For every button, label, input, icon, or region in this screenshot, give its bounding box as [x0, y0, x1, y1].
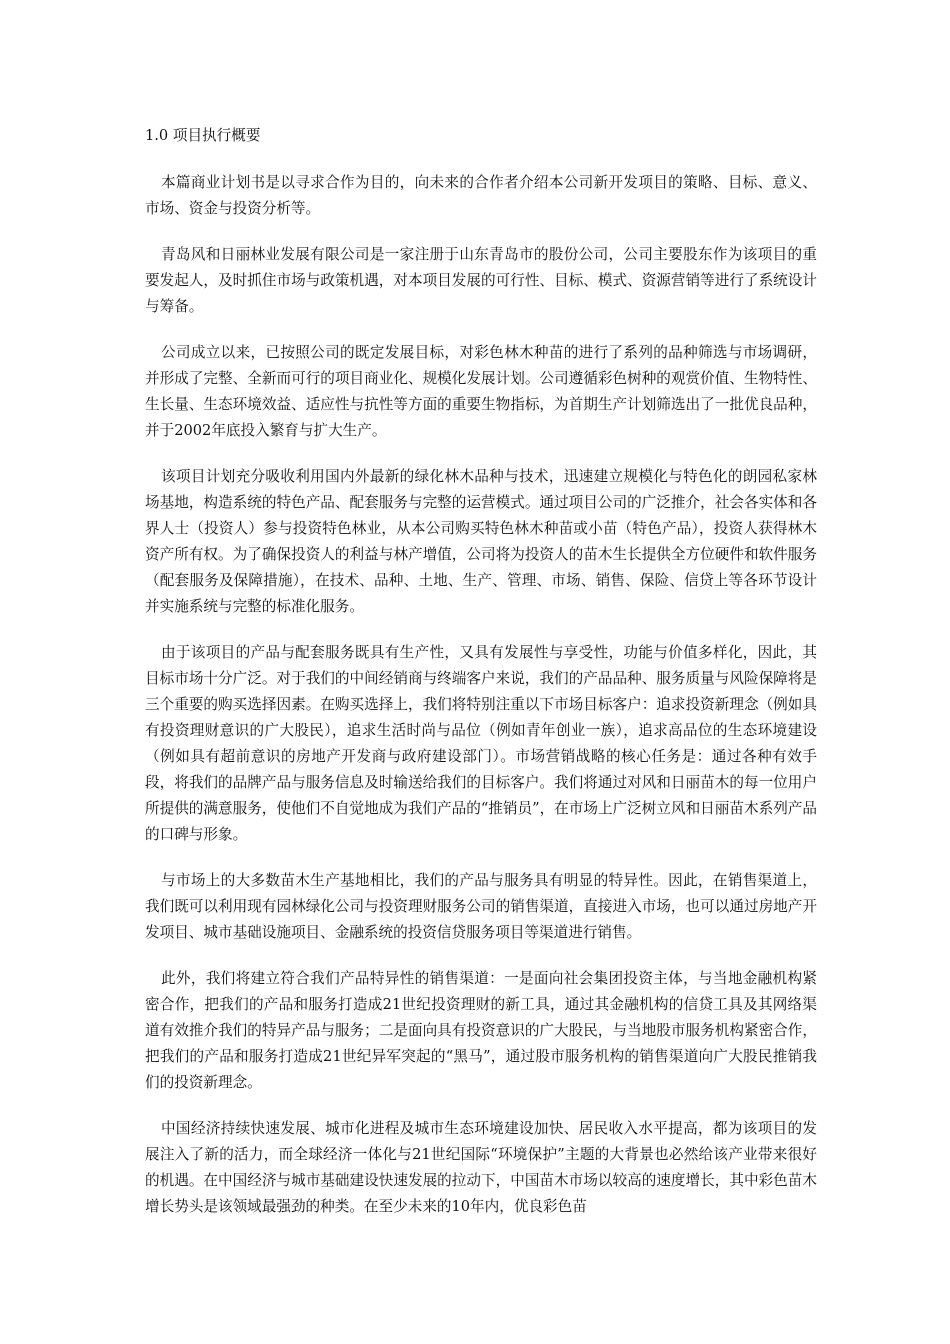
paragraph-history: 公司成立以来，已按照公司的既定发展目标，对彩色林木种苗的进行了系列的品种筛选与市场调研，并形成了完整、全新而可行的项目商业化、规模化发展计划。公司遵循彩色树种的观赏价值、生物特性、生长量、生态环境效益、适应性与抗性等方面的重要生物指标，为首期生产计划筛选出了一批优良品种，并于2002年底投入繁育与扩大生产。: [145, 344, 817, 439]
paragraph-purpose: 本篇商业计划书是以寻求合作为目的，向未来的合作者介绍本公司新开发项目的策略、目标、意义、市场、资金与投资分析等。: [145, 174, 817, 217]
paragraph-target-market: 由于该项目的产品与配套服务既具有生产性，又具有发展性与享受性，功能与价值多样化，因此，其目标市场十分广泛。对于我们的中间经销商与终端客户来说，我们的产品品种、服务质量与风险保障将是三个重要的购买选择因素。在购买选择上，我们将特别注重以下市场目标客户：追求投资新理念（例如具有投资理财意识的广大股民），追求生活时尚与品位（例如青年创业一族），追求高品位的生态环境建设（例如具有超前意识的房地产开发商与政府建设部门）。市场营销战略的核心任务是：通过各种有效手段，将我们的品牌产品与服务信息及时输送给我们的目标客户。我们将通过对风和日丽苗木的每一位用户所提供的满意服务，使他们不自觉地成为我们产品的“推销员”，在市场上广泛树立风和日丽苗木系列产品的口碑与形象。: [145, 644, 817, 843]
paragraph-special-channels: 此外，我们将建立符合我们产品特异性的销售渠道：一是面向社会集团投资主体，与当地金融机构紧密合作，把我们的产品和服务打造成21世纪投资理财的新工具，通过其金融机构的信贷工具及其网络渠道有效推介我们的特异产品与服务；二是面向具有投资意识的广大股民，与当地股市服务机构紧密合作，把我们的产品和服务打造成21世纪异军突起的“黑马”，通过股市服务机构的销售渠道向广大股民推销我们的投资新理念。: [145, 970, 817, 1091]
paragraph-project-plan: 该项目计划充分吸收利用国内外最新的绿化林木品种与技术，迅速建立规模化与特色化的朗园私家林场基地，构造系统的特色产品、配套服务与完整的运营模式。通过项目公司的广泛推介，社会各实体和各界人士（投资人）参与投资特色林业，从本公司购买特色林木种苗或小苗（特色产品），投资人获得林木资产所有权。为了确保投资人的利益与林产增值，公司将为投资人的苗木生长提供全方位硬件和软件服务（配套服务及保障措施），在技术、品种、土地、生产、管理、市场、销售、保险、信贷上等各环节设计并实施系统与完整的标准化服务。: [145, 468, 817, 615]
paragraph-company: 青岛风和日丽林业发展有限公司是一家注册于山东青岛市的股份公司，公司主要股东作为该项目的重要发起人，及时抓住市场与政策机遇，对本项目发展的可行性、目标、模式、资源营销等进行了系统设计与筹备。: [145, 246, 817, 315]
document-page: [145, 123, 817, 1240]
section-heading: 1.0 项目执行概要: [145, 127, 261, 144]
paragraph-economic-outlook: 中国经济持续快速发展、城市化进程及城市生态环境建设加快、居民收入水平提高，都为该项目的发展注入了新的活力，而全球经济一体化与21世纪国际“环境保护”主题的大背景也必然给该产业带来很好的机遇。在中国经济与城市基础建设快速发展的拉动下，中国苗木市场以较高的速度增长，其中彩色苗木增长势头是该领域最强劲的种类。在至少未来的10年内，优良彩色苗: [145, 1120, 817, 1215]
paragraph-sales-channels: 与市场上的大多数苗木生产基地相比，我们的产品与服务具有明显的特异性。因此，在销售渠道上，我们既可以利用现有园林绿化公司与投资理财服务公司的销售渠道，直接进入市场，也可以通过房地产开发项目、城市基础设施项目、金融系统的投资信贷服务项目等渠道进行销售。: [145, 872, 817, 941]
